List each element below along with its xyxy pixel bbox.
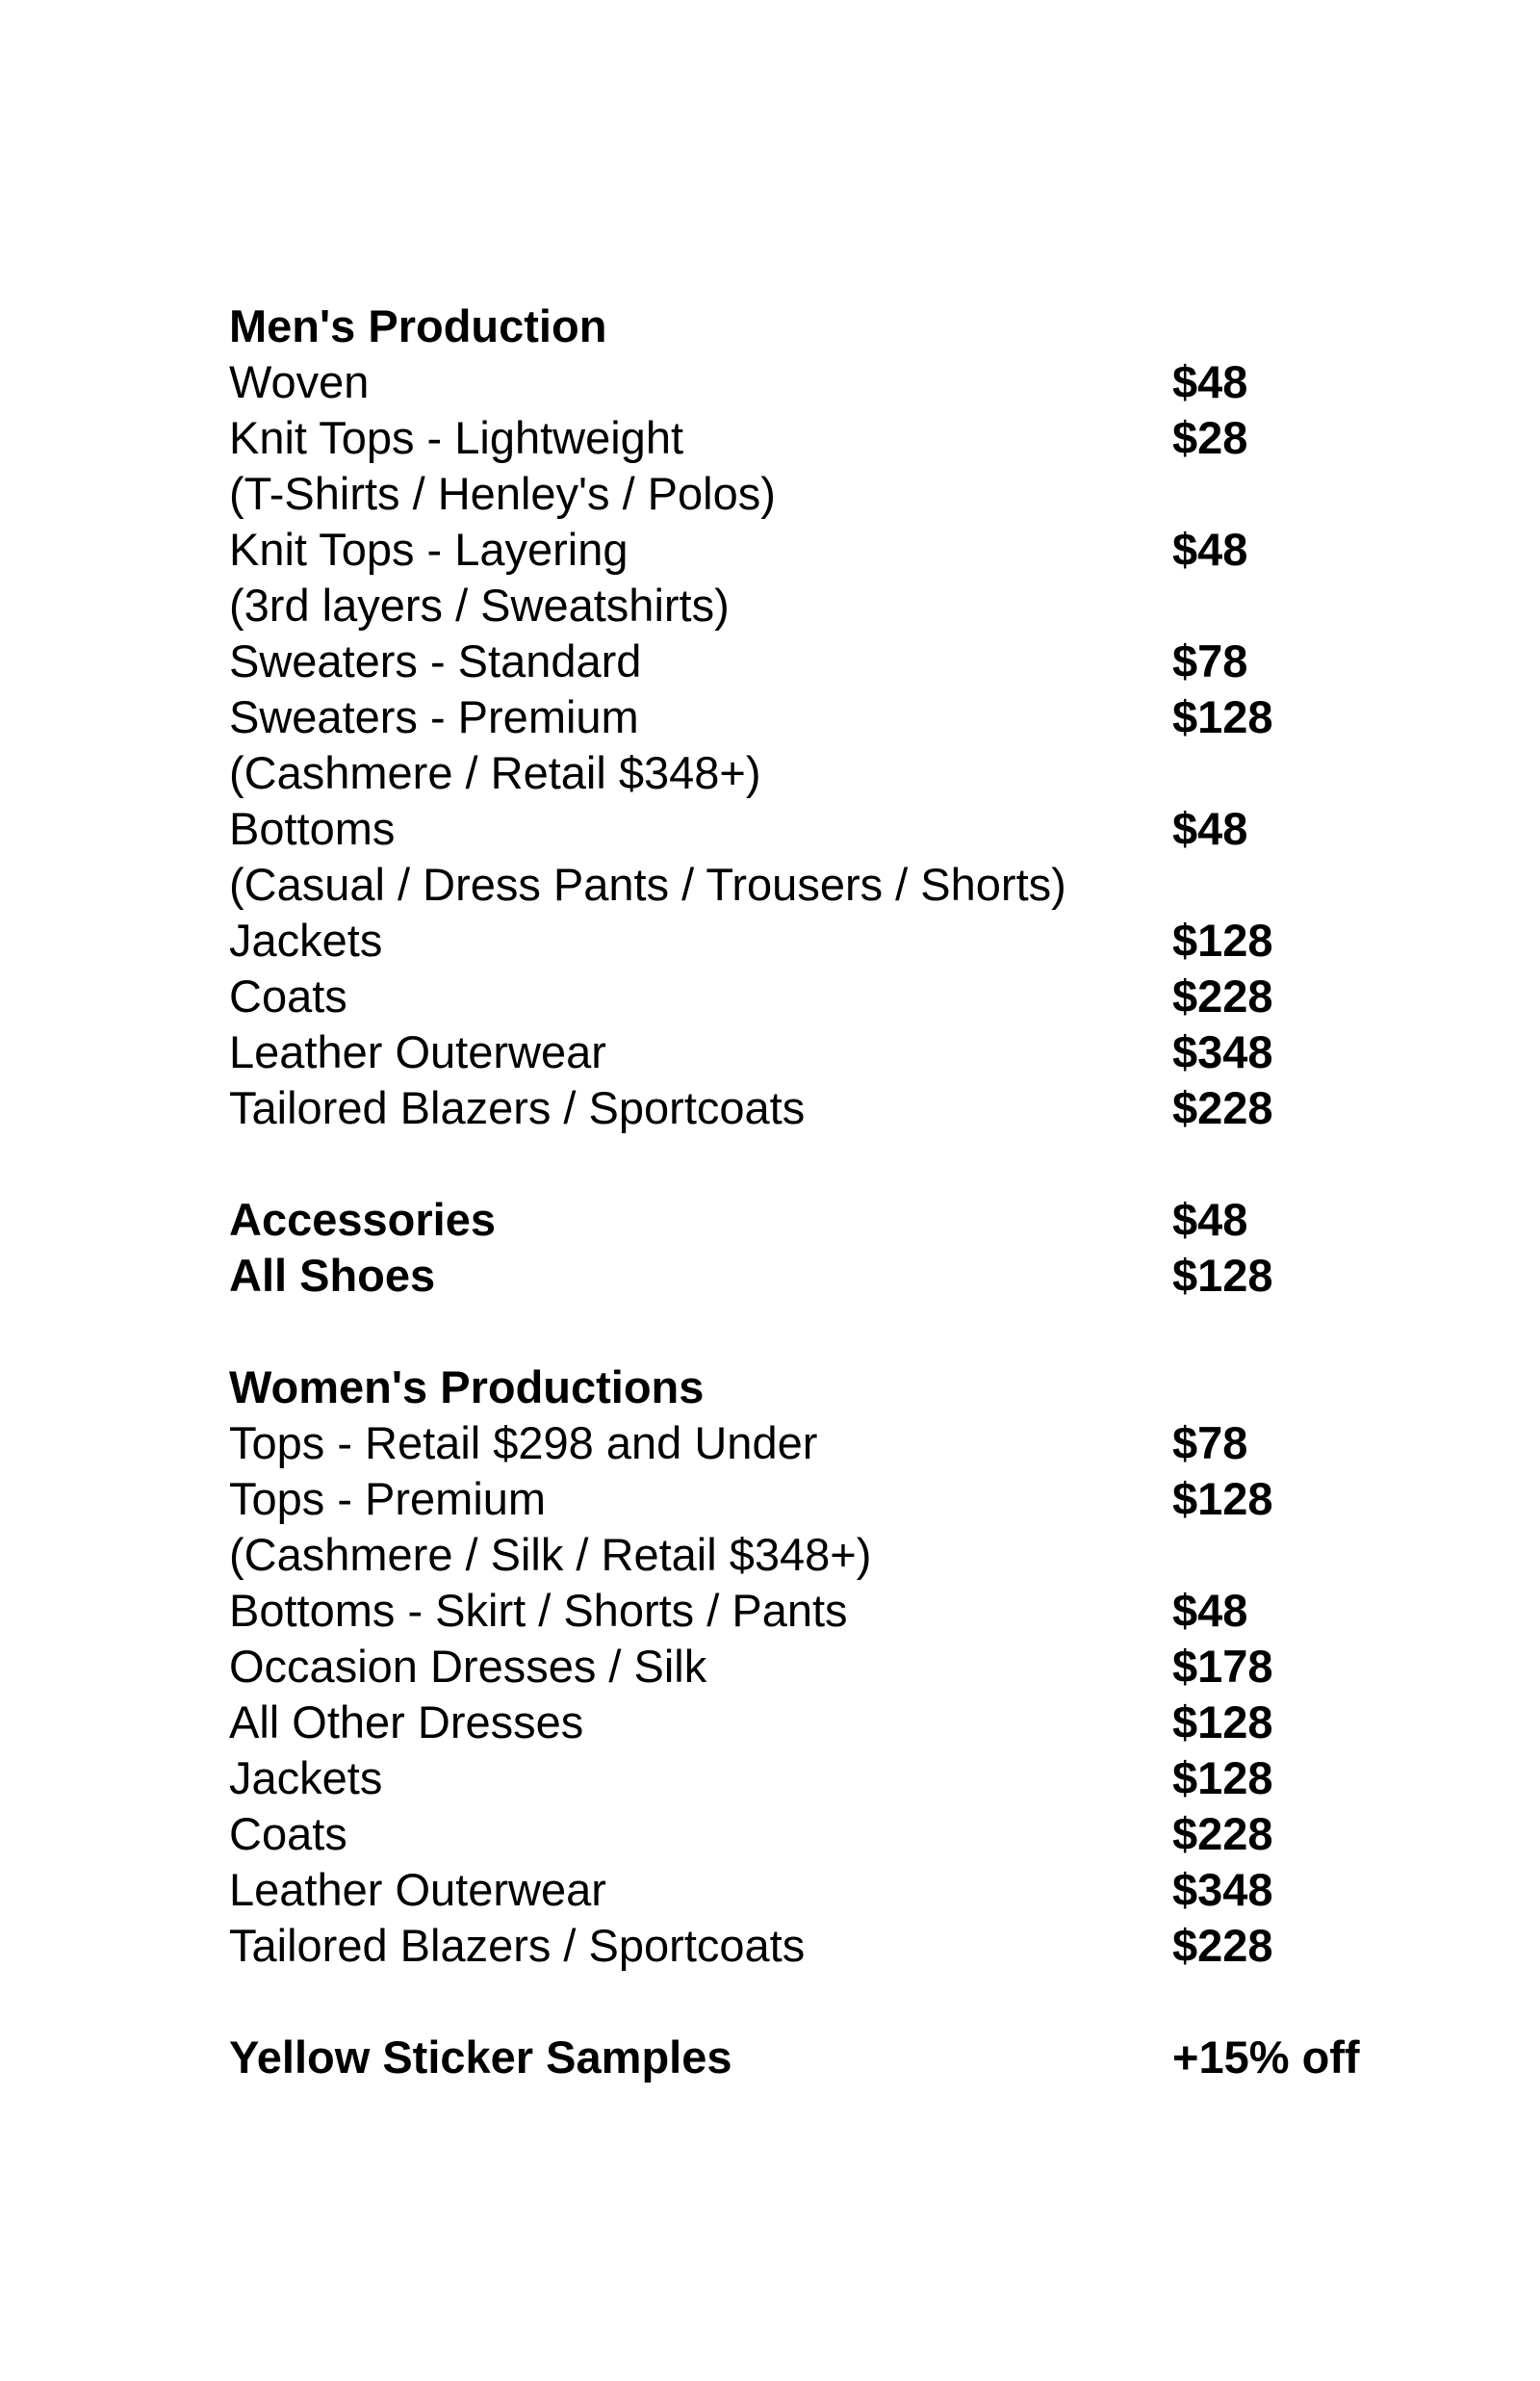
price-row <box>229 578 1365 634</box>
section-gap <box>229 1974 1365 2030</box>
item-label: Tops - Premium <box>229 1473 547 1524</box>
item-price: $128 <box>1172 1250 1273 1301</box>
item-price: $228 <box>1172 1920 1273 1971</box>
item-price: $348 <box>1172 1864 1273 1915</box>
item-price: $128 <box>1172 691 1273 742</box>
item-price: $128 <box>1172 1473 1273 1524</box>
price-row <box>229 1695 1365 1750</box>
item-price: $128 <box>1172 1752 1273 1803</box>
womens-section-heading <box>229 1359 1365 1415</box>
item-price: $228 <box>1172 1082 1273 1133</box>
item-label: Leather Outerwear <box>229 1864 606 1915</box>
item-label: (Cashmere / Silk / Retail $348+) <box>229 1529 872 1580</box>
item-label: Tailored Blazers / Sportcoats <box>229 1082 806 1133</box>
item-label: Accessories <box>229 1194 496 1245</box>
mens-section-heading <box>229 298 1365 354</box>
price-row <box>229 689 1365 745</box>
item-label: Tailored Blazers / Sportcoats <box>229 1920 806 1971</box>
item-label: Yellow Sticker Samples <box>229 2032 732 2083</box>
item-price: $48 <box>1172 1585 1248 1636</box>
item-label: Sweaters - Standard <box>229 635 642 686</box>
price-row-accessories <box>229 1192 1365 1248</box>
mens-price-list <box>229 354 1365 1136</box>
item-label: Knit Tops - Layering <box>229 524 629 575</box>
item-label: Woven <box>229 356 370 407</box>
price-row <box>229 1527 1365 1583</box>
price-row <box>229 1024 1365 1080</box>
item-price: $348 <box>1172 1026 1273 1077</box>
womens-price-list <box>229 1415 1365 1974</box>
item-label: (Cashmere / Retail $348+) <box>229 747 761 798</box>
price-row <box>229 913 1365 969</box>
item-price: $48 <box>1172 1194 1248 1245</box>
item-price: $28 <box>1172 412 1248 463</box>
section-title: Men's Production <box>229 300 607 351</box>
price-row <box>229 522 1365 578</box>
item-price: $228 <box>1172 1808 1273 1859</box>
item-price: $48 <box>1172 803 1248 854</box>
price-row <box>229 857 1365 913</box>
item-label: Sweaters - Premium <box>229 691 639 742</box>
item-label: Occasion Dresses / Silk <box>229 1641 707 1692</box>
item-label: Tops - Retail $298 and Under <box>229 1417 818 1468</box>
price-row <box>229 354 1365 410</box>
price-row <box>229 1862 1365 1918</box>
item-label: Bottoms - Skirt / Shorts / Pants <box>229 1585 848 1636</box>
price-row <box>229 1471 1365 1527</box>
item-price: $228 <box>1172 971 1273 1022</box>
price-row <box>229 1750 1365 1806</box>
item-label: Jackets <box>229 1752 383 1803</box>
item-label: All Shoes <box>229 1250 436 1301</box>
price-row <box>229 969 1365 1024</box>
price-row <box>229 1806 1365 1862</box>
price-list <box>229 298 1365 2085</box>
price-row <box>229 745 1365 801</box>
item-label: Bottoms <box>229 803 396 854</box>
price-row <box>229 466 1365 522</box>
item-price: $128 <box>1172 915 1273 966</box>
item-price: $48 <box>1172 524 1248 575</box>
item-label: Knit Tops - Lightweight <box>229 412 684 463</box>
price-row <box>229 1918 1365 1974</box>
item-label: Jackets <box>229 915 383 966</box>
item-label: (T-Shirts / Henley's / Polos) <box>229 468 776 519</box>
section-gap <box>229 1304 1365 1359</box>
item-label: (3rd layers / Sweatshirts) <box>229 580 730 631</box>
price-row <box>229 634 1365 689</box>
item-label: Coats <box>229 971 347 1022</box>
price-row-yellow-sticker <box>229 2030 1365 2085</box>
item-price: +15% off <box>1172 2032 1360 2083</box>
price-row <box>229 1583 1365 1639</box>
price-row <box>229 801 1365 857</box>
section-title: Women's Productions <box>229 1361 705 1412</box>
price-row <box>229 410 1365 466</box>
item-label: Coats <box>229 1808 347 1859</box>
item-price: $48 <box>1172 356 1248 407</box>
item-price: $128 <box>1172 1696 1273 1747</box>
price-row <box>229 1080 1365 1136</box>
item-price: $78 <box>1172 1417 1248 1468</box>
item-label: (Casual / Dress Pants / Trousers / Shorts) <box>229 859 1066 910</box>
price-row-shoes <box>229 1248 1365 1304</box>
item-label: All Other Dresses <box>229 1696 584 1747</box>
item-price: $178 <box>1172 1641 1273 1692</box>
item-price: $78 <box>1172 635 1248 686</box>
item-label: Leather Outerwear <box>229 1026 606 1077</box>
section-gap <box>229 1136 1365 1192</box>
price-row <box>229 1415 1365 1471</box>
price-row <box>229 1639 1365 1695</box>
